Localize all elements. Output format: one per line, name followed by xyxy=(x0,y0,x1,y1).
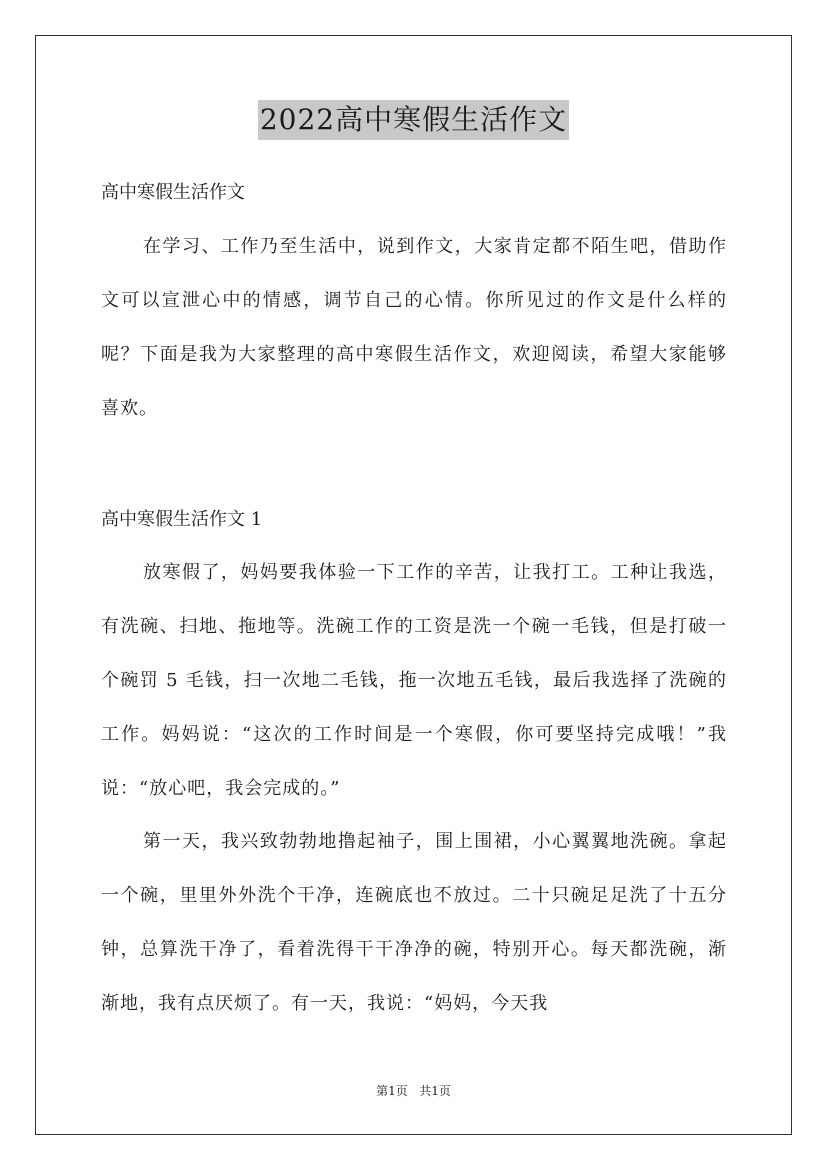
title-container xyxy=(0,100,827,140)
document-title: 2022高中寒假生活作文 xyxy=(258,100,569,140)
page-footer: 第1页 共1页 xyxy=(376,1084,451,1098)
section1-paragraph-1: 放寒假了，妈妈要我体验一下工作的辛苦，让我打工。工种让我选，有洗碗、扫地、拖地等。洗碗工作的工资是洗一个碗一毛钱，但是打破一个碗罚 5 毛钱，扫一次地二毛钱，拖一次地五毛钱，最后我选择了洗碗的工作。妈妈说：“这次的工作时间是一个寒假，你可要坚持完成哦！”我说：“放心吧，我会完成的。” xyxy=(101,562,727,799)
intro-heading: 高中寒假生活作文 xyxy=(101,182,245,203)
intro-paragraph: 在学习、工作乃至生活中，说到作文，大家肯定都不陌生吧，借助作文可以宣泄心中的情感，调节自己的心情。你所见过的作文是什么样的呢？下面是我为大家整理的高中寒假生活作文，欢迎阅读，希望大家能够喜欢。 xyxy=(101,236,727,419)
section1-paragraph-2: 第一天，我兴致勃勃地撸起袖子，围上围裙，小心翼翼地洗碗。拿起一个碗，里里外外洗个干净，连碗底也不放过。二十只碗足足洗了十五分钟，总算洗干净了，看着洗得干干净净的碗，特别开心。每天都洗碗，渐渐地，我有点厌烦了。有一天，我说：“妈妈，今天我 xyxy=(101,831,727,1014)
section1-heading: 高中寒假生活作文 1 xyxy=(101,509,263,530)
